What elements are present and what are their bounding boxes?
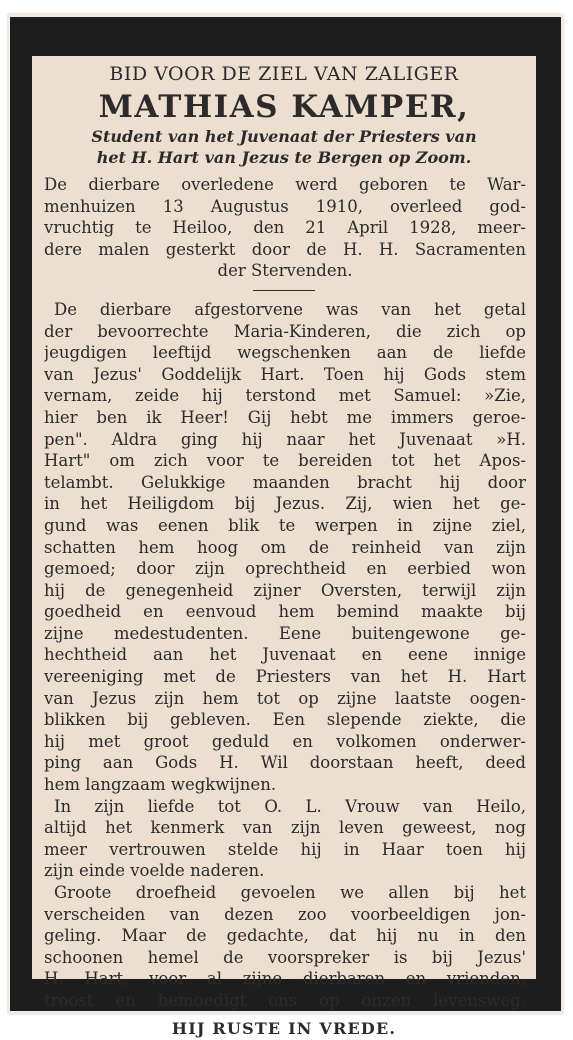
intro-line: menhuizen 13 Augustus 1910, overleed god- <box>44 196 526 216</box>
paragraph-line: De dierbare afgestorvene was van het getal <box>54 299 526 319</box>
paragraph-line: verscheiden van dezen zoo voorbeeldigen jon- <box>44 904 526 924</box>
paragraph-line: Hart" om zich voor te bereiden tot het Apos- <box>44 451 526 471</box>
paragraph-line: hechtheid aan het Juvenaat en eene innige <box>44 645 526 665</box>
card-content <box>32 56 536 1038</box>
paragraph-line: van Jezus zijn hem tot op zijne laatste oogen- <box>44 688 526 708</box>
subtitle-line-1: Student van het Juvenaat der Priesters van <box>91 127 477 146</box>
paragraph-line: van Jezus' Goddelijk Hart. Toen hij Gods stem <box>44 364 526 384</box>
paragraph-2 <box>32 796 536 882</box>
paragraph-line: jeugdigen leeftijd wegschenken aan de liefde <box>44 343 526 363</box>
paragraph-line: goedheid en eenvoud hem bemind maakte bij <box>44 602 526 622</box>
intro-line: der Stervenden. <box>217 261 353 281</box>
intro-paragraph <box>32 174 536 282</box>
paragraph-line: hij de genegenheid zijner Oversten, terwijl zijn <box>44 580 526 600</box>
deceased-name: MATHIAS KAMPER, <box>98 89 470 125</box>
divider-rule <box>253 290 315 291</box>
paragraph-line: gund was eenen blik te werpen in zijne ziel, <box>44 515 526 535</box>
paragraph-1 <box>32 299 536 796</box>
paragraph-line: schoonen hemel de voorspreker is bij Jezus' <box>44 947 526 967</box>
paragraph-line: hij met groot geduld en volkomen onderwer- <box>44 731 526 751</box>
paragraph-line: in het Heiligdom bij Jezus. Zij, wien het ge- <box>44 494 526 514</box>
paragraph-line: H. Hart, voor al zijne dierbaren en vrienden, <box>44 969 526 989</box>
paragraph-line: telambt. Gelukkige maanden bracht hij door <box>44 472 526 492</box>
intro-line: dere malen gesterkt door de H. H. Sacramenten <box>44 239 526 259</box>
paragraph-line: zijn einde voelde naderen. <box>44 861 265 881</box>
paragraph-line: hem langzaam wegkwijnen. <box>44 775 277 795</box>
paragraph-line: troost en bemoedigt ons op onzen levensweg. <box>44 990 526 1010</box>
paragraph-line: altijd het kenmerk van zijn leven geweest, nog <box>44 818 526 838</box>
intro-line: De dierbare overledene werd geboren te War- <box>44 175 526 194</box>
memorial-card <box>8 14 563 1038</box>
subtitle-line-2: het H. Hart van Jezus te Bergen op Zoom. <box>96 148 472 167</box>
paragraph-line: schatten hem hoog om de reinheid van zijn <box>44 537 526 557</box>
intro-line: vruchtig te Heiloo, den 21 April 1928, meer- <box>44 218 526 238</box>
paragraph-line: zijne medestudenten. Eene buitengewone ge- <box>44 623 526 643</box>
paragraph-line: ping aan Gods H. Wil doorstaan heeft, deed <box>44 753 526 773</box>
paragraph-line: hier ben ik Heer! Gij hebt me immers geroe- <box>44 407 526 427</box>
paragraph-line: meer vertrouwen stelde hij in Haar toen hij <box>44 839 526 859</box>
paragraph-line: der bevoorrechte Maria-Kinderen, die zich op <box>44 321 526 341</box>
paragraph-line: In zijn liefde tot O. L. Vrouw van Heilo, <box>54 796 526 816</box>
paragraph-3 <box>32 882 536 1012</box>
paragraph-line: geling. Maar de gedachte, dat hij nu in den <box>44 926 526 946</box>
paragraph-line: vereeniging met de Priesters van het H. Hart <box>44 667 526 687</box>
invocation-heading: BID VOOR DE ZIEL VAN ZALIGER <box>109 63 459 85</box>
closing-prayer: HIJ RUSTE IN VREDE. <box>171 1018 397 1038</box>
paragraph-line: pen". Aldra ging hij naar het Juvenaat »H. <box>44 429 526 449</box>
paragraph-line: vernam, zeide hij terstond met Samuel: »Zie, <box>44 386 526 406</box>
paragraph-line: Groote droefheid gevoelen we allen bij het <box>54 883 526 902</box>
paragraph-line: gemoed; door zijn oprechtheid en eerbied won <box>44 559 526 579</box>
card-header <box>32 56 536 168</box>
paragraph-line: blikken bij gebleven. Een slepende ziekte, die <box>44 710 526 730</box>
